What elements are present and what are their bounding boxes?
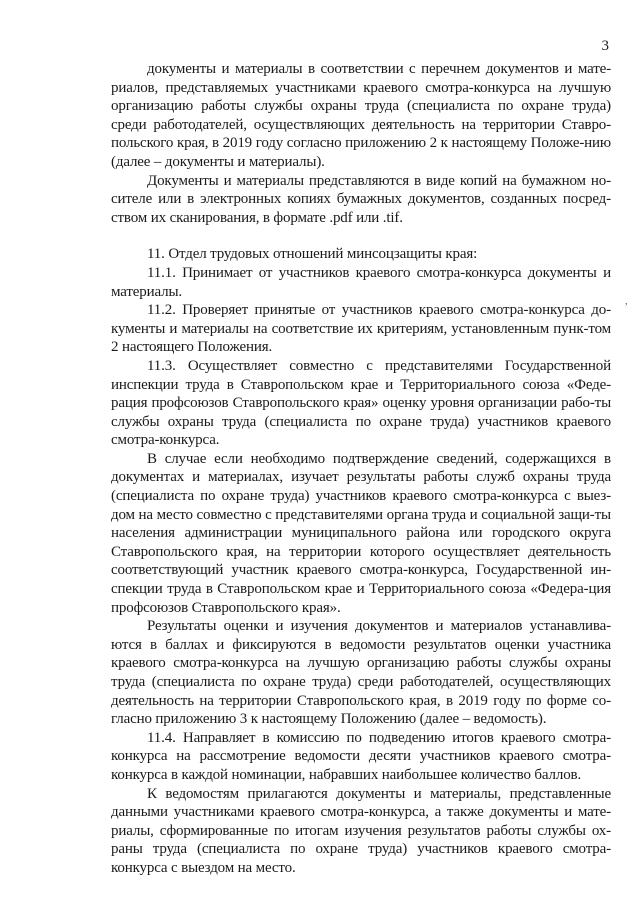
- paragraph-document-format: Документы и материалы представляются в виде копий на бумажном но-сителе или в электронных копиях бумажных документов, созданных посред-ством их сканирования, в формате .pdf или .tif.: [111, 172, 611, 226]
- paragraph-verification: В случае если необходимо подтверждение сведений, содержащихся в документах и материалах, изучает результаты работы служб охраны труда (специалиста по охране труда) участников краевого смотра-конкурса с выез-дом на место совместно с представителями органа труда и социальной защи-ты населения администрации муниципального района или городского округа Ставропольского края, на территории которого осуществляет деятельность соответствующий участник краевого смотра-конкурса, Государственной ин-спекции труда в Ставропольском крае и Территориального союза «Федера-ция профсоюзов Ставропольского края».: [111, 450, 611, 616]
- scan-mark: ,: [625, 296, 628, 307]
- paragraph-documents-list: документы и материалы в соответствии с перечнем документов и мате-риалов, представляемых участниками краевого смотра-конкурса на лучшую организацию работы службы охраны труда (специалиста по охране труда) среди работодателей, осуществляющих деятельность на территории Ставро-польского края, в 2019 году согласно приложению 2 к настоящему Положе-нию (далее – документы и материалы).: [111, 61, 611, 170]
- paragraph-11-1: 11.1. Принимает от участников краевого смотра-конкурса документы и материалы.: [111, 264, 611, 300]
- paragraph-11-2: 11.2. Проверяет принятые от участников краевого смотра-конкурса до-кументы и материалы на соответствие их критериям, установленным пунк-том 2 настоящего Положения.: [111, 302, 611, 356]
- paragraph-11-3: 11.3. Осуществляет совместно с представителями Государственной инспекции труда в Ставропольском крае и Территориального союза «Феде-рация профсоюзов Ставропольского края» оценку уровня организации рабо-ты службы охраны труда (специалиста по охране труда) участников краевого смотра-конкурса.: [111, 357, 611, 449]
- paragraph-evaluation-results: Результаты оценки и изучения документов и материалов устанавлива-ются в баллах и фиксируются в ведомости результатов оценки участника краевого смотра-конкурса на лучшую организацию работы службы охраны труда (специалиста по охране труда) среди работодателей, осуществляющих деятельность на территории Ставропольского края, в 2019 году по форме со-гласно приложению 3 к настоящему Положению (далее – ведомость).: [111, 618, 611, 728]
- page-number: 3: [601, 38, 609, 54]
- paragraph-attachments: К ведомостям прилагаются документы и материалы, представленные данными участниками краевого смотра-конкурса, а также документы и мате-риалы, сформированные по итогам изучения результатов работы службы ох-раны труда (специалиста по охране труда) участников краевого смотра-конкурса с выездом на место.: [111, 785, 611, 876]
- document-body: [111, 60, 611, 878]
- paragraph-11-4: 11.4. Направляет в комиссию по подведению итогов краевого смотра-конкурса на рассмотрение ведомости десяти участников краевого смотра-конкурса в каждой номинации, набравших наибольшее количество баллов.: [111, 729, 611, 783]
- section-heading-11: 11. Отдел трудовых отношений минсоцзащиты края:: [147, 246, 478, 263]
